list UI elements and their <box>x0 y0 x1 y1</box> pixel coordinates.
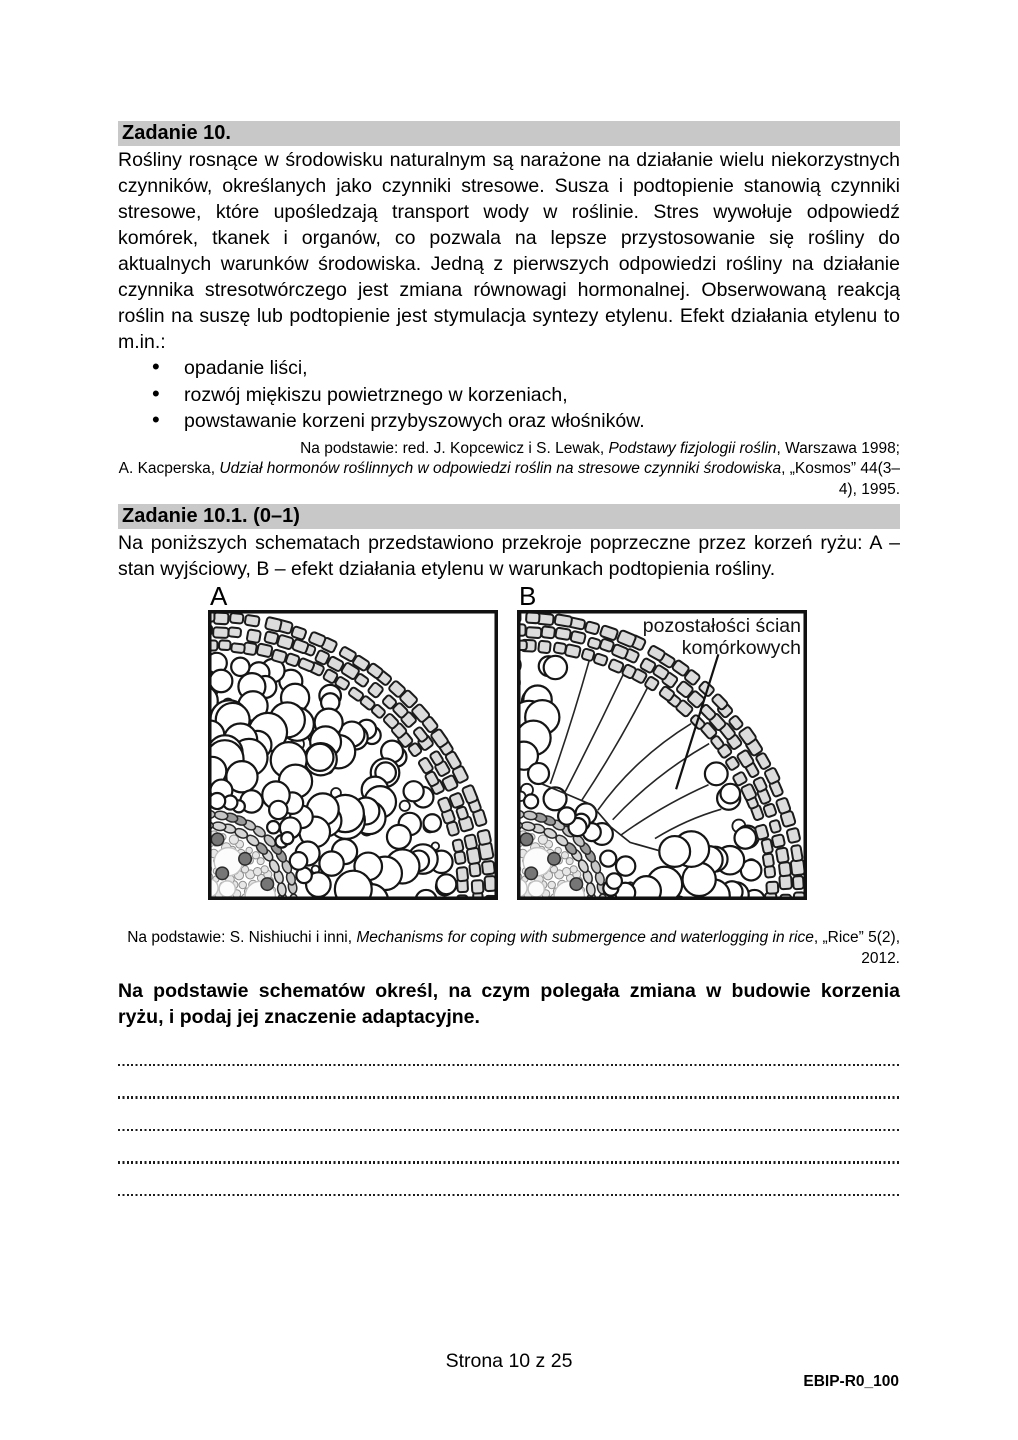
annotation-line: pozostałości ścian <box>642 615 801 637</box>
root-cross-section-a-drawing <box>208 610 498 900</box>
citation-text: Na podstawie: S. Nishiuchi i inni, <box>127 929 357 946</box>
answer-line <box>118 1066 900 1098</box>
diagram-b-label: B <box>519 581 537 611</box>
citation-text: A. Kacperska, <box>118 460 220 477</box>
citation-title-italic: Podstawy fizjologii roślin <box>608 439 777 457</box>
document-code: EBIP-R0_100 <box>803 1373 899 1390</box>
citation-text: , „Rice” 5(2), 2012. <box>813 929 900 967</box>
answer-line <box>118 1131 900 1163</box>
list-item: • opadanie liści, <box>118 355 900 382</box>
citation-title-italic: Udział hormonów roślinnych w odpowiedzi roślin na stresowe czynniki środowiska <box>219 460 782 477</box>
cell-wall-remains-annotation <box>643 615 801 659</box>
citation-text: , Warszawa 1998; <box>776 439 900 457</box>
list-item: • rozwój miękiszu powietrznego w korzeniach, <box>118 382 900 409</box>
annotation-line: komórkowych <box>681 637 801 659</box>
diagram-a-label: A <box>210 581 228 611</box>
task101-question: Na podstawie schematów określ, na czym polegała zmiana w budowie korzenia ryżu, i podaj jej znaczenie adaptacyjne. <box>118 980 900 1028</box>
page-content <box>118 121 900 1196</box>
list-item: • powstawanie korzeni przybyszowych oraz włośników. <box>118 408 900 435</box>
task10-header: Zadanie 10. <box>118 121 900 146</box>
task101-header: Zadanie 10.1. (0–1) <box>118 504 900 529</box>
task10-intro-paragraph: Rośliny rosnące w środowisku naturalnym są narażone na działanie wielu niekorzystnych czynników, określanych jako czynniki stresowe. Susza i podtopienie stanowią czynniki stresowe, które upośledzają transport wody w roślinie. Stres wywołuje odpowiedź komórek, tkanek i organów, co pozwala na lepsze przystosowanie się rośliny do aktualnych warunków środowiska. Jedną z pierwszych odpowiedzi rośliny na działanie czynnika stresotwórczego jest zmiana równowagi hormonalnej. Obserwowaną reakcją roślin na suszę lub podtopienie jest stymulacja syntezy etylenu. Efekt działania etylenu to m.in.: <box>118 149 900 353</box>
citation-title-italic: Mechanisms for coping with submergence and waterlogging in rice <box>356 929 814 946</box>
answer-area <box>118 1034 900 1196</box>
citation-text: , „Kosmos” 44(3–4), 1995. <box>781 460 900 498</box>
diagram-a <box>208 610 498 900</box>
figure-labels <box>118 582 900 610</box>
root-cross-section-figure <box>208 610 900 902</box>
ethylene-effects-list <box>118 355 900 435</box>
task10-source-citation <box>118 439 900 501</box>
page-number: Strona 10 z 25 <box>445 1350 573 1372</box>
figure-source-citation <box>118 928 900 969</box>
task101-intro-paragraph: Na poniższych schematach przedstawiono przekroje poprzeczne przez korzeń ryżu: A – stan wyjściowy, B – efekt działania etylenu w warunkach podtopienia rośliny. <box>118 532 900 580</box>
diagram-b <box>517 610 807 900</box>
answer-line <box>118 1034 900 1066</box>
answer-line <box>118 1164 900 1196</box>
citation-text: Na podstawie: red. J. Kopcewicz i S. Lewak, <box>300 439 609 457</box>
answer-line <box>118 1099 900 1131</box>
